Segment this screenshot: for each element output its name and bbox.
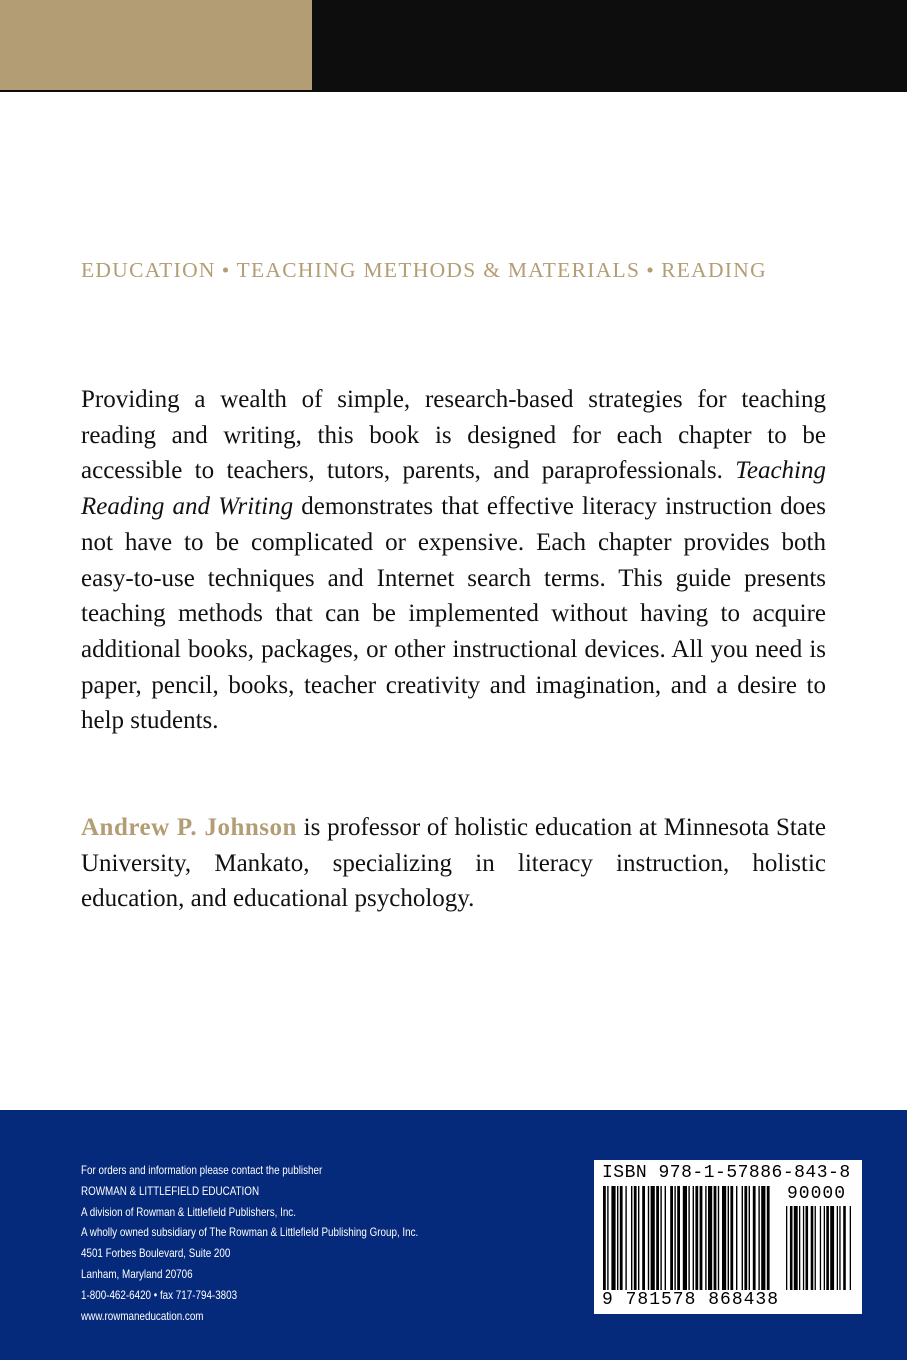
author-bio-text: is professor of holistic education at Minnesota State University, Mankato, specializing in literacy instruction, holistic education, and educational psychology.: [81, 814, 827, 913]
barcode-bar: [767, 1186, 770, 1290]
barcode-bar: [843, 1206, 846, 1290]
barcode-bar: [688, 1186, 689, 1290]
barcode-bar: [758, 1186, 759, 1290]
barcode-bar: [693, 1186, 694, 1290]
barcode-bar: [642, 1186, 645, 1290]
barcode-bar: [660, 1186, 661, 1290]
barcode-bar: [651, 1186, 655, 1290]
barcode-bar: [820, 1206, 821, 1290]
barcode-bar: [708, 1186, 712, 1290]
barcode-bar: [714, 1186, 717, 1290]
barcode-bar: [799, 1206, 800, 1290]
barcode-bar: [794, 1206, 798, 1290]
barcode-bar: [718, 1186, 719, 1290]
barcode-bar: [806, 1206, 809, 1290]
barcode-bar: [815, 1206, 816, 1290]
barcode-bar: [670, 1186, 673, 1290]
barcode-bar: [625, 1186, 626, 1290]
barcode-bar: [705, 1186, 706, 1290]
publisher-line: 4501 Forbes Boulevard, Suite 200: [81, 1246, 231, 1261]
barcode-bar: [638, 1186, 639, 1290]
gold-color-block: [0, 0, 312, 90]
publisher-line: For orders and information please contact the publisher: [81, 1163, 323, 1177]
publisher-line: www.rowmaneducation.com: [81, 1308, 204, 1323]
barcode-bar: [749, 1186, 750, 1290]
barcode-bar: [607, 1186, 608, 1290]
category-separator: •: [221, 258, 231, 282]
barcode-bar: [837, 1206, 838, 1290]
isbn-text: ISBN 978-1-57886-843-8: [602, 1163, 851, 1183]
barcode-bar: [603, 1186, 606, 1290]
barcode-bar: [656, 1186, 659, 1290]
publisher-contact-info: [81, 1160, 418, 1326]
book-description: [81, 382, 826, 739]
barcode-bar: [803, 1206, 804, 1290]
author-name: Andrew P. Johnson: [81, 814, 297, 841]
barcode-bar: [728, 1186, 729, 1290]
barcode-bar: [753, 1186, 756, 1290]
barcode-bar: [617, 1186, 618, 1290]
barcode-bar: [790, 1206, 793, 1290]
barcode-bar: [677, 1186, 680, 1290]
barcode-bar: [824, 1206, 825, 1290]
ean-digits: 9 781578 868438: [602, 1290, 780, 1310]
category-separator: •: [646, 258, 656, 282]
description-part-1: Providing a wealth of simple, research-based strategies for teaching reading and writing, this book is designed for each chapter to be accessible to teachers, tutors, parents, and paraprofessionals.: [81, 386, 826, 485]
barcode-bar: [786, 1206, 787, 1290]
publisher-line: A wholly owned subsidiary of The Rowman & Littlefield Publishing Group, Inc.: [81, 1225, 419, 1240]
barcode-bar: [665, 1186, 666, 1290]
barcode-bar: [674, 1186, 675, 1290]
publisher-line: Lanham, Maryland 20706: [81, 1266, 193, 1281]
category-education: EDUCATION: [81, 258, 216, 282]
category-line: [81, 258, 841, 283]
barcode-bar: [631, 1186, 632, 1290]
publisher-line: 1-800-462-6420 • fax 717-794-3803: [81, 1287, 238, 1302]
barcode-bar: [744, 1186, 747, 1290]
barcode-bar: [811, 1206, 814, 1290]
book-title-italic: Teaching Reading and Writing: [81, 457, 826, 521]
barcode-bar: [761, 1186, 765, 1290]
barcode-bar: [648, 1186, 649, 1290]
category-reading: READING: [661, 258, 767, 282]
barcode-bar: [695, 1186, 698, 1290]
publisher-line: A division of Rowman & Littlefield Publishers, Inc.: [81, 1204, 296, 1219]
barcode-bar: [736, 1186, 737, 1290]
barcode-bar: [850, 1206, 851, 1290]
barcode-bar: [634, 1186, 637, 1290]
barcode-bar: [742, 1186, 743, 1290]
barcode-bar: [839, 1206, 840, 1290]
barcode-bar: [830, 1206, 834, 1290]
price-code: 90000: [787, 1184, 847, 1204]
category-teaching-methods: TEACHING METHODS & MATERIALS: [236, 258, 641, 282]
barcode-bar: [826, 1206, 829, 1290]
barcode-bar: [683, 1186, 687, 1290]
author-bio: [81, 810, 826, 917]
barcode-bar: [730, 1186, 733, 1290]
barcode-bar: [611, 1186, 615, 1290]
description-part-2: demonstrates that effective literacy instruction does not have to be complicated or expensive. Each chapter provides both easy-to-use techniques and Internet search terms. This guide presents teaching methods that can be implemented without having to acquire additional books, packages, or other instructional devices. All you need is paper, pencil, books, teacher creativity and imagination, and a desire to help students.: [81, 493, 826, 735]
barcode-bar: [700, 1186, 703, 1290]
barcode-bar: [722, 1186, 726, 1290]
barcode-box: [594, 1160, 862, 1314]
barcode-bar: [620, 1186, 623, 1290]
publisher-line: ROWMAN & LITTLEFIELD EDUCATION: [81, 1183, 260, 1198]
